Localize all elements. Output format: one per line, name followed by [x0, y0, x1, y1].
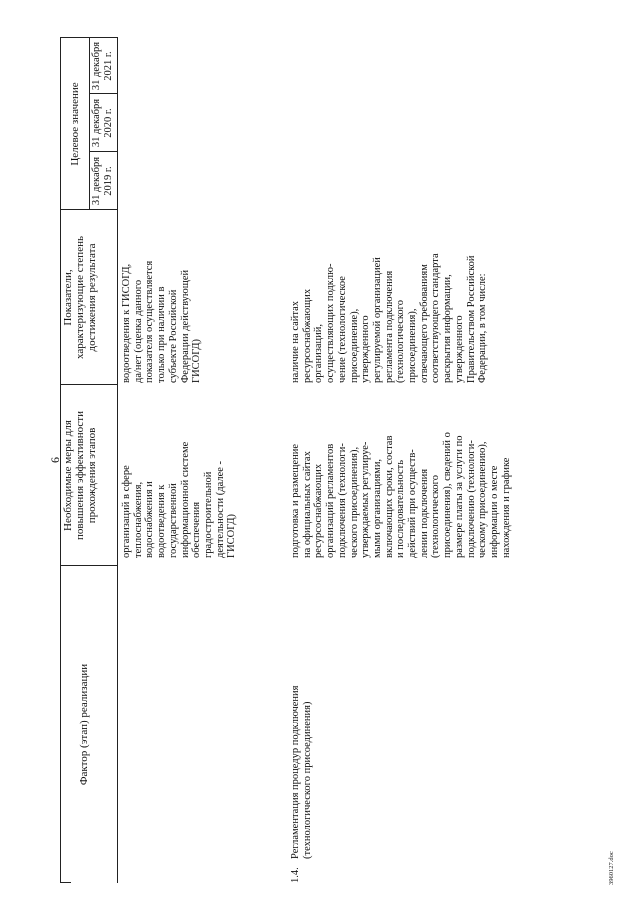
- table-top-border: [60, 38, 61, 883]
- document-id: 3960127.doc: [608, 851, 615, 885]
- page-number: 6: [48, 457, 62, 463]
- row1-measures: организаций в сфере теплоснабжения, водоснабжения и водоотведения к государственной информационной системе обеспечения градостроительной деятельности (далее - ГИСОГД): [121, 441, 238, 558]
- row2-factor: Регламентация процедур подключения (технологического присоединения): [290, 685, 313, 859]
- header-bottom-rule: [117, 38, 118, 883]
- row2-number: 1.4.: [290, 867, 301, 883]
- row2-indicators: наличие на сайтах ресурсоснабжающих организаций, осуществляющих подклю- чение (технологическое присоединение), утвержденного регулируемой организацией регламента подключения (технологического присоединения), отвечающего требованиям соответствующего стандарта раскрытия информации, утвержденного Правительством Российской Федерации, в том числе:: [290, 253, 489, 383]
- header-measures: Необходимые меры для повышения эффективности прохождения этапов: [62, 411, 98, 540]
- target-subheader-rule: [89, 38, 90, 210]
- header-year-2020: 31 декабря 2020 г.: [91, 98, 114, 148]
- header-year-2021: 31 декабря 2021 г.: [91, 41, 114, 91]
- header-year-2019: 31 декабря 2019 г.: [91, 156, 114, 206]
- header-indicators: Показатели, характеризующие степень достижения результата: [62, 236, 98, 359]
- row2-measures: подготовка и размещение на официальных сайтах ресурсоснабжающих организаций регламентов подключения (технологи- ческого присоединения), утверждаемых регулируе- мыми организациями, включающих сроки, состав и последовательность действий при осуществ- лении подключения (технологического присоединения), сведений о размере платы за услуги по подключению (технологи- ческому присоединению), информации о месте нахождения и графике: [290, 432, 512, 558]
- header-target: Целевое значение: [69, 82, 81, 166]
- header-factor: Фактор (этап) реализации: [78, 663, 90, 786]
- table-left-border: [60, 882, 71, 883]
- row1-indicators: водоотведения к ГИСОГД, да/нет (оценка данного показателя осуществляется только при наличии в субъекте Российской Федерации действующей ГИСОГД): [121, 260, 203, 383]
